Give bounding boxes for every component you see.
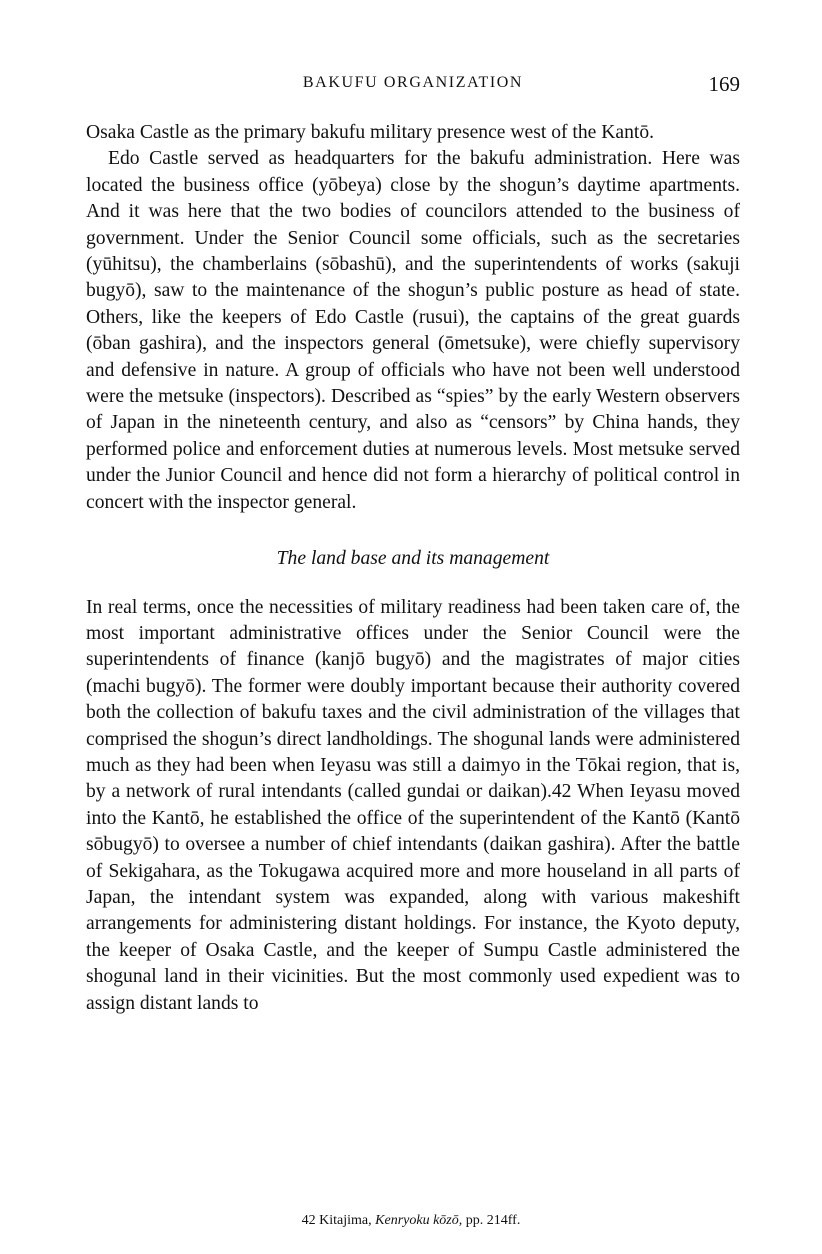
paragraph-land-base: In real terms, once the necessities of military readiness had been taken care of, the most important administrative offices under the Senior Council were the superintendents of finance (kanjō bugyō) and the magistrates of major cities (machi bugyō). The former were doubly important because their authority covered both the collection of bakufu taxes and the civil administration of the villages that comprised the shogun’s direct landholdings. The shogunal lands were administered much as they had been when Ieyasu was still a daimyo in the Tōkai region, that is, by a network of rural intendants (called gundai or daikan).42 When Ieyasu moved into the Kantō, he established the office of the superintendent of the Kantō (Kantō sōbugyō) to oversee a number of chief intendants (daikan gashira). After the battle of Sekigahara, as the Tokugawa acquired more and more houseland in all parts of Japan, the intendant system was expanded, along with various makeshift arrangements for administering distant holdings. For instance, the Kyoto deputy, the keeper of Osaka Castle, and the keeper of Sumpu Castle administered the shogunal land in their vicinities. But the most commonly used expedient was to assign distant lands to	[86, 596, 740, 1014]
footnote-pages: pp. 214ff.	[465, 1213, 521, 1228]
paragraph-continued: Osaka Castle as the primary bakufu military presence west of the Kantō.	[86, 122, 655, 143]
page-number: 169	[708, 72, 740, 96]
footnote-author: Kitajima,	[319, 1213, 372, 1228]
footnote-title: Kenryoku kōzō,	[375, 1213, 463, 1228]
body-text	[86, 120, 740, 1017]
running-title: BAKUFU ORGANIZATION	[302, 74, 524, 91]
footnote-number: 42	[301, 1213, 316, 1228]
section-heading: The land base and its management	[276, 548, 550, 570]
running-header	[86, 74, 740, 98]
paragraph-edo-castle: Edo Castle served as headquarters for the bakufu administration. Here was located the business office (yōbeya) close by the shogun’s daytime apartments. And it was here that the two bodies of councilors attended to the business of government. Under the Senior Council some officials, such as the secretaries (yūhitsu), the chamberlains (sōbashū), and the superintendents of works (sakuji bugyō), saw to the maintenance of the shogun’s public posture as head of state. Others, like the keepers of Edo Castle (rusui), the captains of the great guards (ōban gashira), and the inspectors general (ōmetsuke), were chiefly supervisory and defensive in nature. A group of officials who have not been well understood were the metsuke (inspectors). Described as “spies” by the early Western observers of Japan in the nineteenth century, and also as “censors” by China hands, they performed police and enforcement duties at numerous levels. Most metsuke served under the Junior Council and hence did not form a hierarchy of political control in concert with the inspector general.	[86, 148, 740, 513]
footnote	[0, 1213, 822, 1229]
